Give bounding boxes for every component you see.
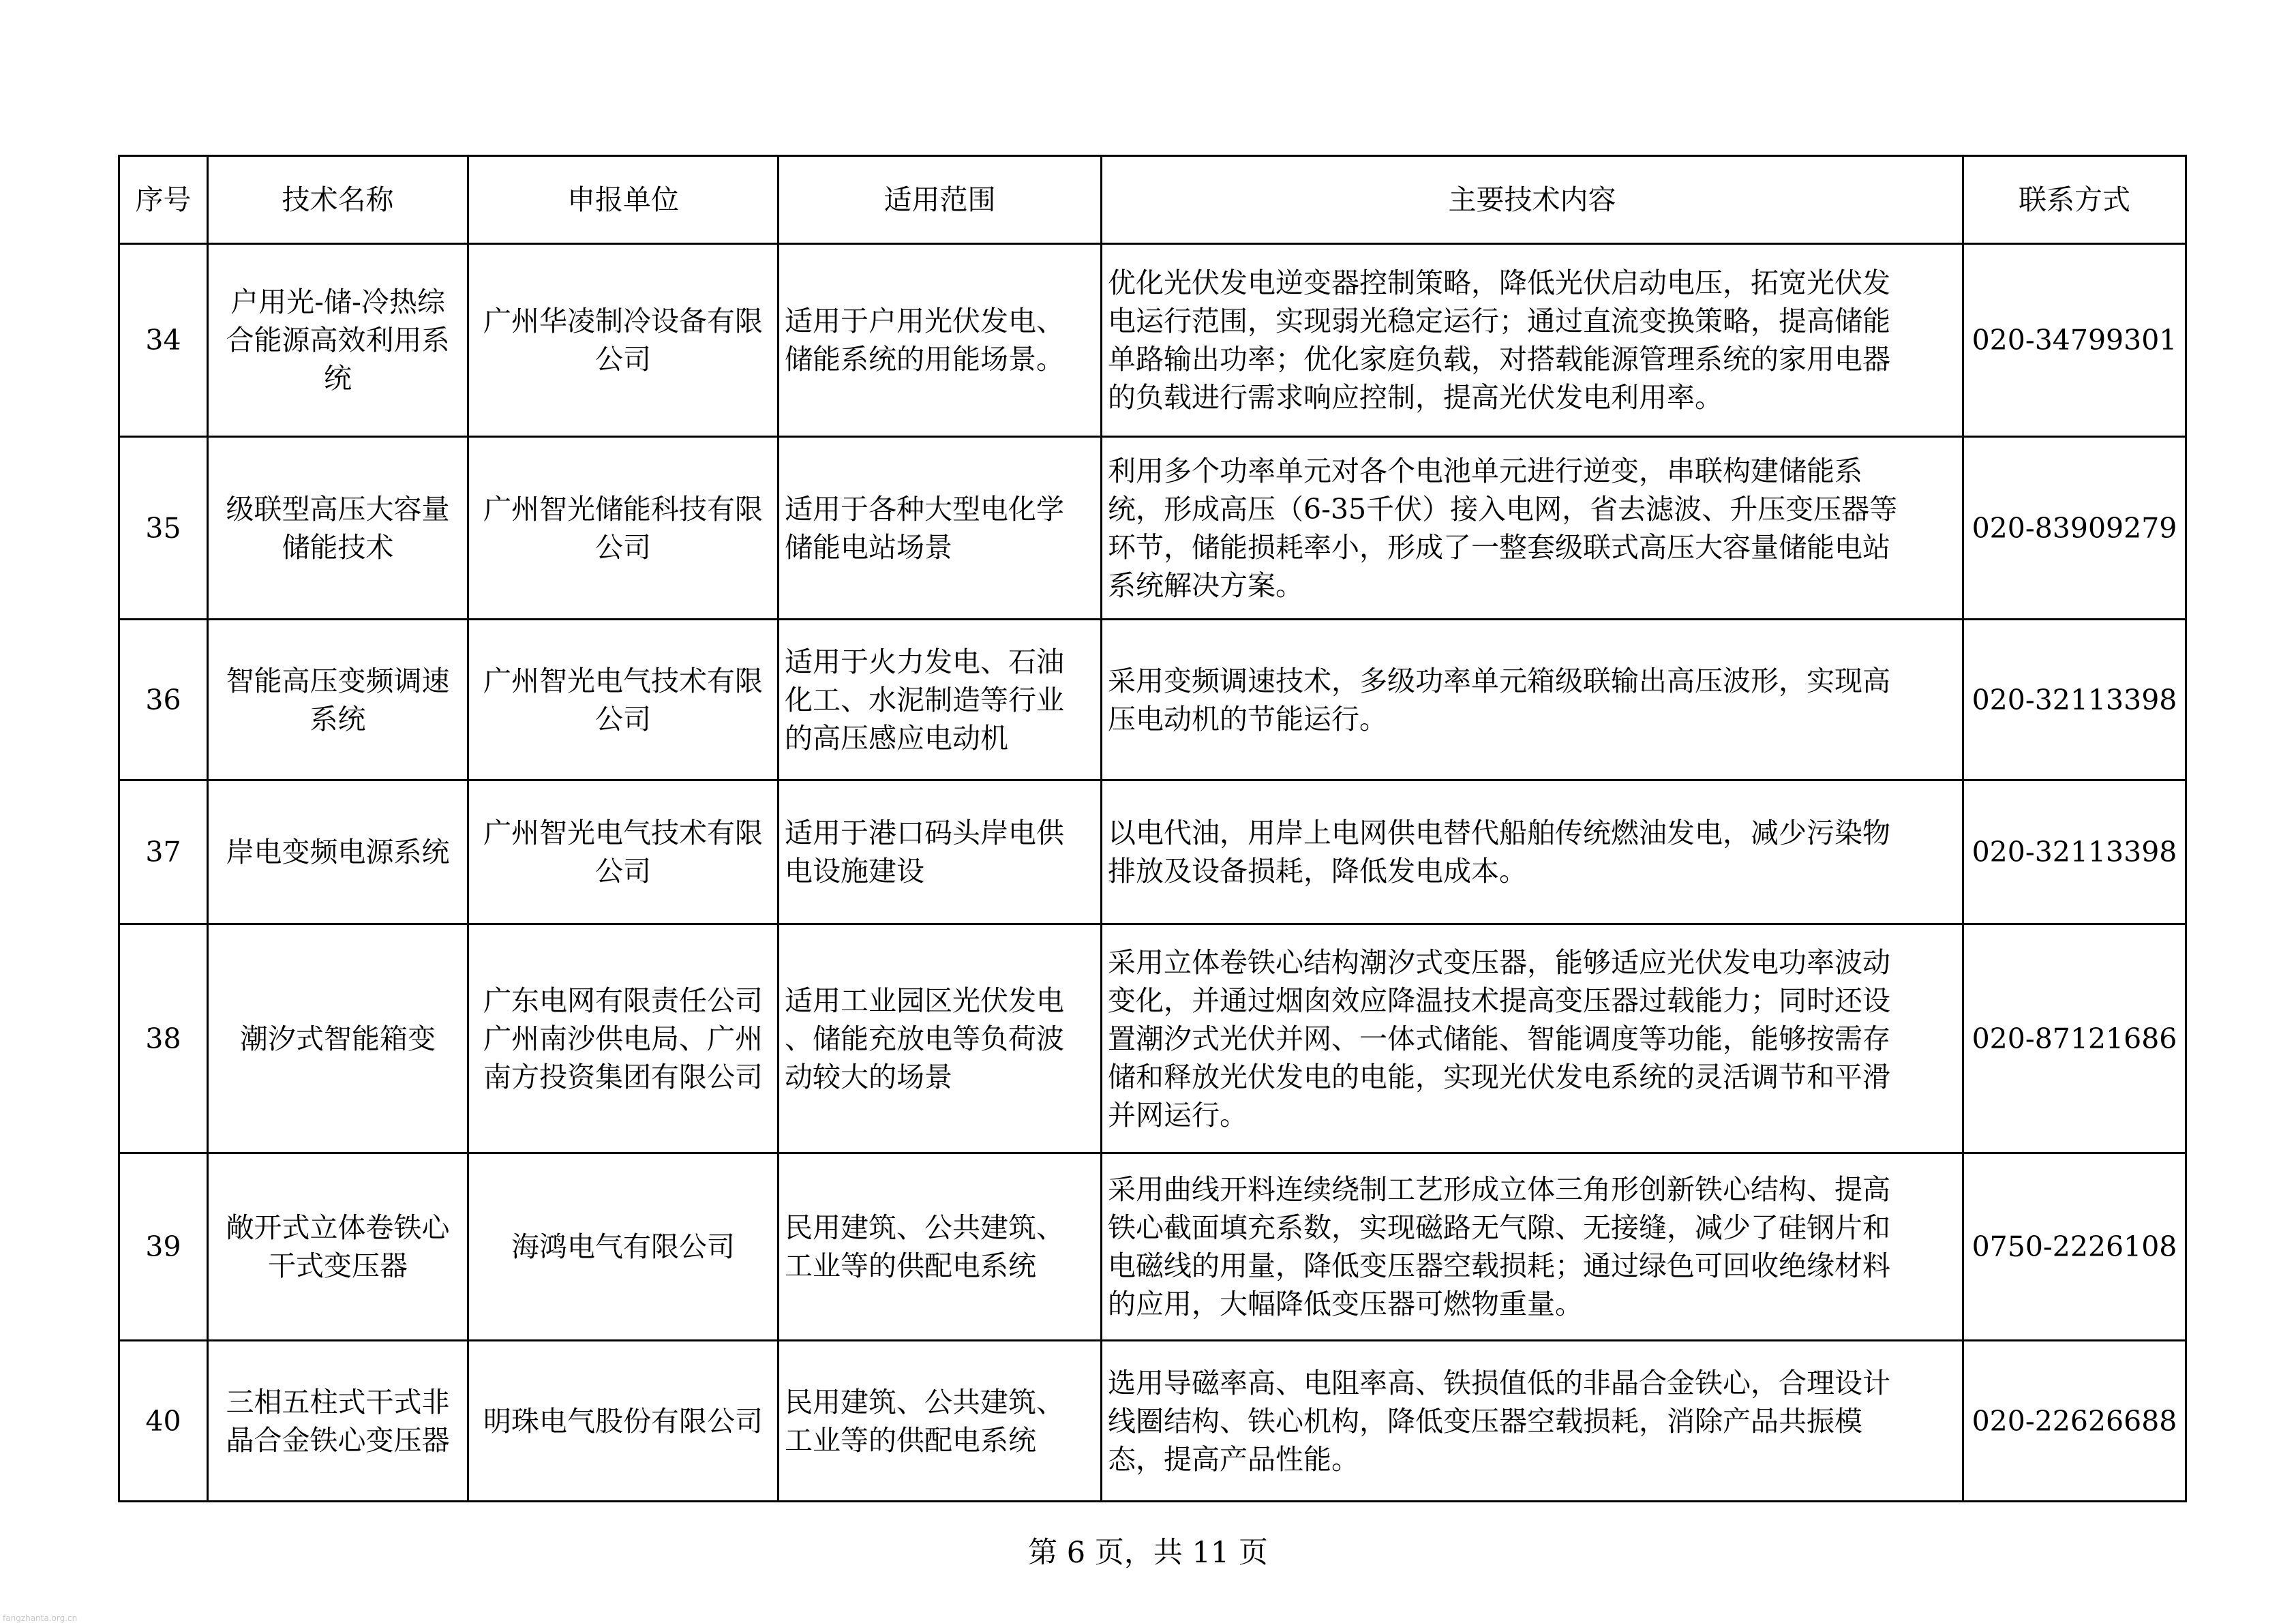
cell-contact: 0750-2226108 [1963,1153,2186,1341]
cell-main-content-line: 电磁线的用量，降低变压器空载损耗；通过绿色可回收绝缘材料 [1108,1249,1890,1282]
cell-scope-line: 化工、水泥制造等行业 [785,683,1064,716]
cell-main-content-line: 统，形成高压（6-35千伏）接入电网，省去滤波、升压变压器等 [1108,492,1898,526]
header-main-content: 主要技术内容 [1102,156,1963,244]
cell-scope-line: 电设施建设 [785,855,924,888]
cell-applicant-unit-line: 广州智光储能科技有限 [483,492,763,526]
cell-tech-name [208,1341,468,1502]
table-row [119,780,2186,924]
cell-scope [779,780,1102,924]
cell-scope-line: 民用建筑、公共建筑、 [785,1211,1064,1244]
cell-applicant-unit-line: 广州华凌制冷设备有限 [483,305,763,337]
cell-tech-name-line: 级联型高压大容量 [226,492,450,526]
cell-scope-line: 、储能充放电等负荷波 [785,1022,1064,1055]
cell-scope [779,1341,1102,1502]
cell-main-content-line: 环节，储能损耗率小，形成了一整套级联式高压大容量储能电站 [1108,530,1890,564]
header-scope: 适用范围 [779,156,1102,244]
cell-scope-line: 储能系统的用能场景。 [785,343,1064,376]
cell-applicant-unit-line: 公司 [595,855,651,888]
cell-serial-no: 40 [119,1341,208,1502]
cell-applicant-unit-line: 南方投资集团有限公司 [483,1060,763,1093]
cell-main-content [1102,437,1963,620]
cell-scope-line: 适用于户用光伏发电、 [785,305,1064,337]
cell-contact: 020-32113398 [1963,620,2186,780]
cell-main-content-line: 优化光伏发电逆变器控制策略，降低光伏启动电压，拓宽光伏发 [1108,267,1890,299]
cell-tech-name-line: 智能高压变频调速 [226,664,450,697]
cell-scope-line: 工业等的供配电系统 [785,1249,1036,1282]
cell-applicant-unit [468,1153,779,1341]
cell-main-content-line: 的应用，大幅降低变压器可燃物重量。 [1108,1288,1583,1320]
cell-main-content-line: 采用变频调速技术，多级功率单元箱级联输出高压波形，实现高 [1108,664,1890,697]
cell-main-content-line: 利用多个功率单元对各个电池单元进行逆变，串联构建储能系 [1108,454,1862,487]
cell-tech-name-line: 三相五柱式干式非 [226,1385,450,1419]
cell-tech-name-line: 敞开式立体卷铁心 [226,1211,450,1244]
cell-main-content-line: 铁心截面填充系数，实现磁路无气隙、无接缝，减少了硅钢片和 [1108,1211,1890,1244]
cell-tech-name-line: 系统 [309,702,366,735]
cell-tech-name [208,244,468,437]
cell-scope-line: 的高压感应电动机 [785,721,1008,755]
cell-applicant-unit [468,780,779,924]
cell-scope-line: 适用工业园区光伏发电 [785,984,1064,1017]
cell-applicant-unit-line: 公司 [595,343,651,376]
cell-main-content-line: 变化，并通过烟囱效应降温技术提高变压器过载能力；同时还设 [1108,984,1890,1017]
cell-tech-name [208,437,468,620]
cell-serial-no: 35 [119,437,208,620]
cell-serial-no: 39 [119,1153,208,1341]
cell-tech-name-line: 干式变压器 [268,1249,408,1282]
cell-contact: 020-87121686 [1963,924,2186,1153]
cell-tech-name-line: 潮汐式智能箱变 [240,1022,436,1055]
cell-serial-no: 34 [119,244,208,437]
site-watermark: fangzhanta.org.cn [3,1613,78,1623]
cell-scope [779,924,1102,1153]
cell-main-content-line: 态，提高产品性能。 [1108,1442,1359,1476]
cell-scope-line: 适用于港口码头岸电供 [785,817,1064,849]
cell-tech-name-line: 统 [324,362,352,395]
cell-main-content [1102,244,1963,437]
cell-serial-no: 37 [119,780,208,924]
header-serial-no: 序号 [119,156,208,244]
cell-tech-name [208,924,468,1153]
cell-main-content-line: 系统解决方案。 [1108,568,1303,602]
cell-scope-line: 动较大的场景 [785,1060,952,1093]
cell-main-content-line: 单路输出功率；优化家庭负载，对搭载能源管理系统的家用电器 [1108,343,1890,376]
cell-tech-name-line: 合能源高效利用系 [226,324,450,357]
cell-applicant-unit [468,620,779,780]
cell-tech-name [208,620,468,780]
header-applicant-unit: 申报单位 [468,156,779,244]
page-number-footer: 第 6 页，共 11 页 [1028,1536,1268,1570]
cell-main-content-line: 并网运行。 [1108,1098,1248,1132]
cell-main-content [1102,1341,1963,1502]
header-tech-name: 技术名称 [208,156,468,244]
cell-applicant-unit-line: 公司 [595,530,651,564]
cell-tech-name-line: 晶合金铁心变压器 [226,1423,450,1457]
cell-applicant-unit-line: 广州智光电气技术有限 [483,817,763,849]
table-header-row [119,156,2186,244]
cell-applicant-unit-line: 广州智光电气技术有限 [483,664,763,697]
cell-contact: 020-22626688 [1963,1341,2186,1502]
cell-scope [779,620,1102,780]
cell-tech-name [208,1153,468,1341]
header-contact: 联系方式 [1963,156,2186,244]
cell-scope [779,1153,1102,1341]
cell-scope-line: 工业等的供配电系统 [785,1423,1036,1457]
cell-contact: 020-83909279 [1963,437,2186,620]
cell-scope-line: 储能电站场景 [785,530,952,564]
cell-scope-line: 民用建筑、公共建筑、 [785,1385,1064,1419]
cell-applicant-unit-line: 明珠电气股份有限公司 [483,1404,763,1438]
cell-tech-name-line: 岸电变频电源系统 [226,836,450,868]
cell-main-content-line: 压电动机的节能运行。 [1108,702,1387,735]
cell-tech-name-line: 户用光-储-冷热综 [230,286,445,318]
cell-serial-no: 38 [119,924,208,1153]
cell-main-content-line: 置潮汐式光伏并网、一体式储能、智能调度等功能，能够按需存 [1108,1022,1890,1055]
table-row [119,437,2186,620]
cell-main-content-line: 排放及设备损耗，降低发电成本。 [1108,855,1527,888]
cell-scope [779,244,1102,437]
cell-scope [779,437,1102,620]
cell-main-content-line: 线圈结构、铁心机构，降低变压器空载损耗，消除产品共振模 [1108,1404,1862,1438]
cell-main-content-line: 储和释放光伏发电的电能，实现光伏发电系统的灵活调节和平滑 [1108,1060,1890,1093]
cell-main-content-line: 以电代油，用岸上电网供电替代船舶传统燃油发电，减少污染物 [1108,817,1890,849]
cell-applicant-unit [468,1341,779,1502]
cell-scope-line: 适用于各种大型电化学 [785,492,1064,526]
cell-main-content [1102,780,1963,924]
cell-main-content-line: 的负载进行需求响应控制，提高光伏发电利用率。 [1108,381,1723,414]
cell-tech-name-line: 储能技术 [282,530,394,564]
table-row [119,620,2186,780]
cell-applicant-unit [468,437,779,620]
cell-main-content-line: 选用导磁率高、电阻率高、铁损值低的非晶合金铁心，合理设计 [1108,1366,1890,1399]
cell-main-content [1102,924,1963,1153]
table-row [119,1341,2186,1502]
cell-applicant-unit-line: 公司 [595,702,651,735]
cell-applicant-unit-line: 广东电网有限责任公司 [483,984,763,1017]
table-row [119,924,2186,1153]
cell-applicant-unit [468,244,779,437]
cell-serial-no: 36 [119,620,208,780]
cell-applicant-unit-line: 广州南沙供电局、广州 [483,1022,763,1055]
cell-main-content-line: 采用曲线开料连续绕制工艺形成立体三角形创新铁心结构、提高 [1108,1173,1890,1206]
table-row [119,244,2186,437]
cell-contact: 020-34799301 [1963,244,2186,437]
cell-main-content-line: 电运行范围，实现弱光稳定运行；通过直流变换策略，提高储能 [1108,305,1890,337]
cell-applicant-unit-line: 海鸿电气有限公司 [511,1230,735,1263]
cell-main-content [1102,1153,1963,1341]
cell-main-content [1102,620,1963,780]
table-row [119,1153,2186,1341]
cell-contact: 020-32113398 [1963,780,2186,924]
cell-applicant-unit [468,924,779,1153]
cell-tech-name [208,780,468,924]
technology-table [118,155,2187,1502]
cell-main-content-line: 采用立体卷铁心结构潮汐式变压器，能够适应光伏发电功率波动 [1108,945,1890,979]
cell-scope-line: 适用于火力发电、石油 [785,645,1064,678]
